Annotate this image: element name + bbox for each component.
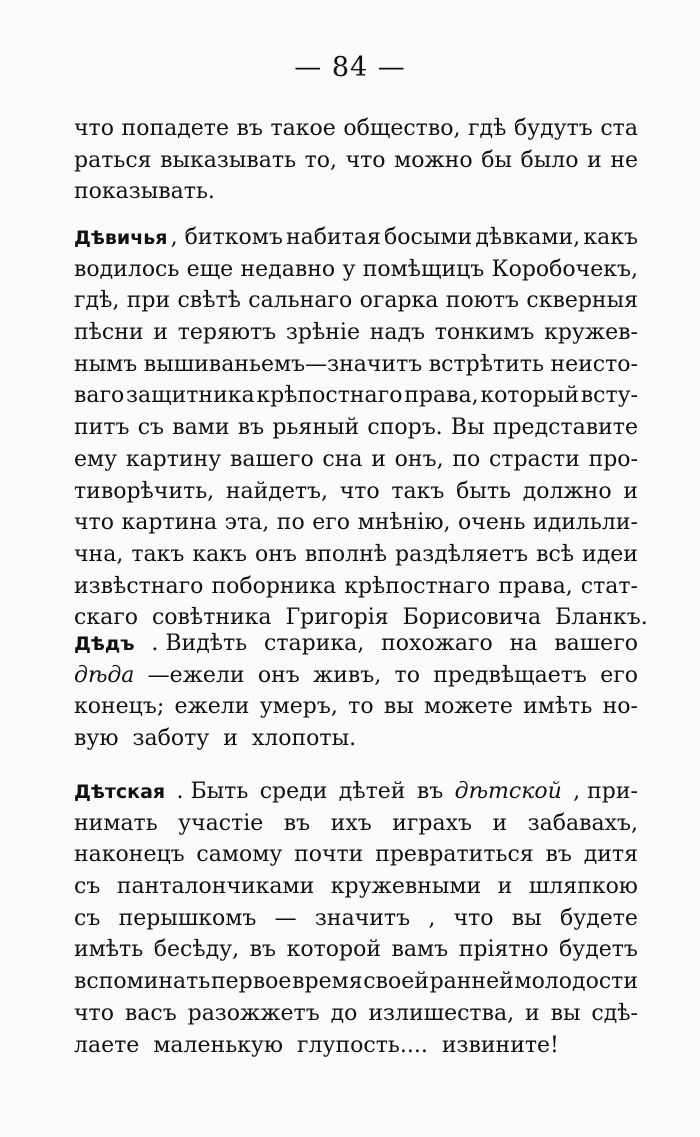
word: скверныя (526, 288, 638, 314)
word: заботу (132, 726, 210, 752)
word: имѣть (74, 937, 144, 963)
word: ста (600, 116, 638, 141)
word: среди (259, 779, 328, 804)
word: пріятно (458, 937, 549, 963)
word: то (394, 662, 420, 688)
word: вашего (229, 446, 314, 472)
word: играхъ (392, 810, 472, 836)
word: что (74, 116, 114, 141)
word: водилось (74, 256, 180, 282)
word: что (74, 1000, 114, 1026)
entry-headword: Дѣвичья (74, 227, 168, 249)
word: , биткомъ (170, 225, 283, 250)
word: и (497, 874, 513, 900)
word: почти (294, 842, 364, 868)
word: Бланкъ. (555, 605, 648, 631)
word: панталончиками (116, 874, 315, 900)
text-line (74, 542, 638, 574)
word: должно (522, 478, 612, 504)
word: можете (424, 694, 513, 720)
word: кружев- (544, 320, 638, 346)
word: идильли- (533, 510, 638, 536)
word: до (330, 1000, 358, 1026)
word: маленькую (153, 1032, 284, 1058)
word: дитя (583, 842, 638, 868)
word: и (371, 446, 386, 472)
word: помѣщицъ (362, 256, 485, 282)
word: Коробочекъ, (491, 256, 638, 282)
word: тонкимъ (434, 320, 535, 346)
word: поборника (211, 573, 337, 599)
word: съ (74, 905, 101, 931)
word: въ (416, 779, 444, 804)
word: теряютъ (177, 320, 277, 346)
word: права, (498, 573, 573, 599)
paragraph-continued (74, 116, 638, 211)
word: и (623, 478, 638, 504)
text-line (74, 811, 638, 843)
paragraph-ded (74, 631, 638, 758)
word: молодости (514, 969, 638, 995)
word: вашего (554, 631, 638, 656)
text-line (74, 631, 638, 663)
word: умеръ, (259, 694, 338, 720)
word: онъ (254, 541, 297, 567)
word: скаго (74, 605, 138, 631)
word: вы (550, 1000, 581, 1026)
word: живъ, (313, 662, 382, 688)
text-line (74, 225, 638, 257)
entry-headword: Дѣтская (74, 781, 166, 803)
word: излишества, (368, 1000, 515, 1026)
word: по (276, 510, 305, 536)
text-line (74, 874, 638, 906)
word: такъ (131, 541, 185, 567)
paragraph-detskaya (74, 779, 638, 1064)
word: выказывать (160, 147, 297, 173)
text-line (74, 352, 638, 384)
word: дѣвками, (475, 225, 581, 250)
word: очень (458, 510, 526, 536)
word: но- (602, 694, 638, 720)
word: первое (211, 969, 292, 995)
word: въ (249, 937, 277, 963)
word: стат- (580, 573, 638, 599)
word: питъ (74, 415, 130, 441)
word: эта, (224, 510, 270, 536)
word: что (74, 510, 114, 536)
word: рьяный (272, 415, 360, 441)
word: будетъ (559, 937, 638, 963)
word: не (610, 147, 638, 173)
word: неисто- (550, 351, 638, 377)
word: гдѣ, (74, 288, 120, 314)
word: при (126, 288, 171, 314)
word: вполнѣ (304, 541, 388, 567)
word: онъ, (394, 446, 444, 472)
text-line (74, 1001, 638, 1033)
word: нимать (74, 810, 158, 836)
word: вамъ (391, 937, 449, 963)
word: крѣпостнаго (344, 573, 491, 599)
word: и (525, 1000, 540, 1026)
text-line (74, 383, 638, 415)
word: ежели (174, 694, 250, 720)
word: , (428, 905, 436, 931)
word: который (480, 383, 579, 409)
word: лаете (74, 1032, 140, 1058)
word: то, (304, 147, 338, 173)
word: недавно (240, 256, 336, 282)
word: кружевными (330, 874, 482, 900)
word: въ (237, 415, 265, 441)
word: ихъ (330, 810, 372, 836)
word: — (274, 905, 297, 931)
word: что (453, 905, 494, 931)
word: сальнаго (248, 288, 353, 314)
word: что (339, 478, 380, 504)
word: бы (481, 147, 512, 173)
word: . Быть (176, 779, 249, 804)
word: у (342, 256, 356, 282)
word: вышиваньемъ—значитъ (143, 351, 423, 377)
text-line (74, 726, 638, 758)
word: пѣсни (74, 320, 144, 346)
word: картину (125, 446, 222, 472)
text-line (74, 937, 638, 969)
word: по (452, 446, 481, 472)
word: крѣпостнаго (256, 383, 403, 409)
word: защитника (126, 383, 255, 409)
word: то (348, 694, 374, 720)
word: представите (492, 415, 638, 441)
word: встрѣтить (428, 351, 544, 377)
word: будутъ (513, 116, 593, 141)
word: наконецъ (74, 842, 185, 868)
word: его (312, 510, 351, 536)
word: и (492, 810, 508, 836)
word: и (223, 726, 238, 752)
word: съ (74, 874, 101, 900)
word: своей (363, 969, 429, 995)
word: Борисовича (402, 605, 542, 631)
word: ваго (74, 383, 125, 409)
word: вы (383, 694, 414, 720)
word: съ (137, 415, 165, 441)
text-line (74, 694, 638, 726)
text-line (74, 842, 638, 874)
word: конецъ; (74, 694, 165, 720)
word: похожаго (381, 631, 493, 656)
word: будете (559, 905, 638, 931)
word: ранней (429, 969, 514, 995)
word: что (345, 147, 386, 173)
text-line (74, 257, 638, 289)
word: вами (172, 415, 230, 441)
word: онъ (257, 662, 300, 688)
word: его (600, 662, 638, 688)
word: страсти (488, 446, 580, 472)
text-line (74, 663, 638, 695)
word: какъ (192, 541, 247, 567)
word: нымъ (74, 351, 138, 377)
word: въ (545, 842, 572, 868)
word: было (520, 147, 579, 173)
text-line (74, 179, 638, 211)
word: на (509, 631, 538, 656)
text-line (74, 148, 638, 180)
word: . Видѣть (151, 631, 248, 656)
text-line (74, 320, 638, 352)
word: вы (511, 905, 542, 931)
word: время (292, 969, 363, 995)
word: раться (74, 147, 152, 173)
word: всѣ (536, 541, 575, 567)
word: раздѣляетъ (395, 541, 529, 567)
italic-word: дѣда (74, 662, 135, 688)
text-line (74, 415, 638, 447)
word: и (587, 147, 602, 173)
text-line (74, 116, 638, 148)
word: извините! (441, 1032, 559, 1058)
word: предвѣщаетъ (433, 662, 587, 688)
word: Вы (450, 415, 485, 441)
word: Григорія (285, 605, 389, 631)
word: превратиться (375, 842, 534, 868)
word: вую (74, 726, 119, 752)
text-line (74, 288, 638, 320)
word: найдетъ, (225, 478, 329, 504)
word: имѣть (523, 694, 593, 720)
word: въ (283, 810, 311, 836)
word: какъ (583, 225, 638, 250)
word: идеи (582, 541, 638, 567)
word: старика, (264, 631, 365, 656)
paragraph-devichya (74, 225, 648, 637)
word: извѣстнаго (74, 573, 204, 599)
word: картина (121, 510, 218, 536)
word: хлопоты. (251, 726, 357, 752)
word: участіе (178, 810, 264, 836)
word: дѣтей (338, 779, 406, 804)
text-line (74, 906, 638, 938)
word: быть (456, 478, 512, 504)
word: про- (588, 446, 638, 472)
word: самому (196, 842, 283, 868)
word: значитъ (314, 905, 411, 931)
word: ему (74, 446, 118, 472)
word: забавахъ, (527, 810, 638, 836)
word: поютъ (445, 288, 520, 314)
text-line (74, 447, 638, 479)
text-line (74, 969, 638, 1001)
word: попадете (121, 116, 229, 141)
word: , при- (573, 779, 638, 804)
text-line (74, 1033, 638, 1065)
italic-word: дѣтской (454, 779, 562, 804)
word: разожжетъ (187, 1000, 320, 1026)
word: васъ (124, 1000, 177, 1026)
word: и (153, 320, 168, 346)
word: можно (394, 147, 473, 173)
entry-headword: Дѣдъ (74, 633, 135, 655)
word: еще (186, 256, 234, 282)
word: бесѣду, (153, 937, 240, 963)
text-line (74, 574, 638, 606)
word: глупость.... (297, 1032, 428, 1058)
word: чна, (74, 541, 124, 567)
word: свѣтѣ (177, 288, 241, 314)
text-line (74, 779, 638, 811)
text-line (74, 479, 638, 511)
word: такое (270, 116, 336, 141)
word: права, (404, 383, 479, 409)
word: шляпкою (528, 874, 638, 900)
page-number: — 84 — (294, 52, 406, 83)
word: вспоминать (74, 969, 211, 995)
word: сдѣ- (591, 1000, 638, 1026)
word: набитая (286, 225, 381, 250)
word: показывать. (74, 179, 215, 205)
word: огарка (359, 288, 439, 314)
word: сна (322, 446, 363, 472)
word: такъ (391, 478, 445, 504)
word: зрѣніе (285, 320, 360, 346)
word: —ежели (147, 662, 245, 688)
word: тиворѣчить, (74, 478, 215, 504)
word: общество, (343, 116, 461, 141)
word: босыми (384, 225, 473, 250)
word: которой (286, 937, 381, 963)
word: надъ (369, 320, 426, 346)
word: совѣтника (151, 605, 272, 631)
word: мнѣнію, (357, 510, 451, 536)
word: споръ. (367, 415, 443, 441)
text-line (74, 510, 638, 542)
word: всту- (580, 383, 638, 409)
word: въ (236, 116, 263, 141)
word: гдѣ (468, 116, 507, 141)
word: перышкомъ (118, 905, 257, 931)
